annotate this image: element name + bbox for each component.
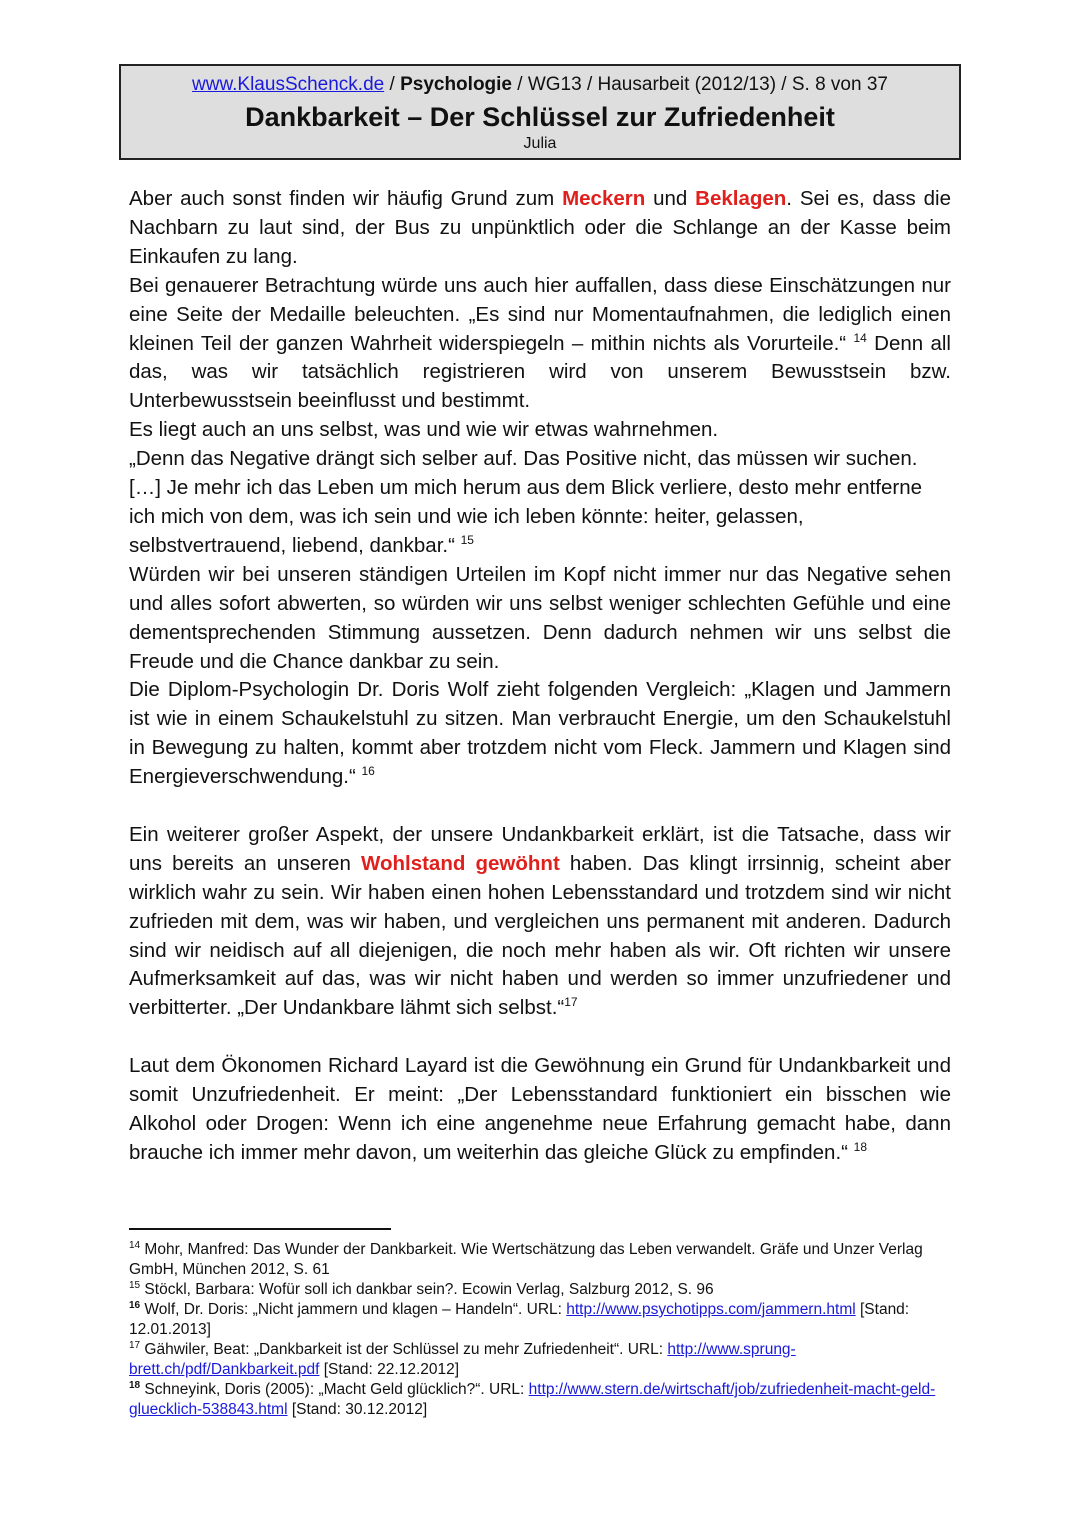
footnote-number: 17 bbox=[129, 1339, 141, 1351]
footnotes bbox=[129, 1240, 959, 1420]
paragraph-8 bbox=[129, 1052, 951, 1168]
footnote-text: Schneyink, Doris (2005): „Macht Geld glücklich?“. URL: bbox=[140, 1381, 529, 1398]
page-title: Dankbarkeit – Der Schlüssel zur Zufriedenheit bbox=[245, 102, 835, 132]
footnote-number: 15 bbox=[129, 1279, 141, 1291]
main-text bbox=[129, 185, 951, 1168]
footnote-ref-17: 17 bbox=[564, 995, 578, 1010]
footnote-14 bbox=[129, 1240, 959, 1280]
footnote-date: [Stand: 12.01.2013] bbox=[129, 1301, 910, 1338]
footnote-16 bbox=[129, 1300, 959, 1340]
footnote-date: [Stand: 30.12.2012] bbox=[287, 1401, 428, 1418]
footnote-number: 18 bbox=[129, 1379, 141, 1391]
text-run: . Sei es, dass die Nachbarn zu laut sind, der Bus zu unpünktlich oder die Schlange an der Kasse beim Einkaufen zu lang. bbox=[129, 187, 951, 268]
footnote-ref-14: 14 bbox=[853, 330, 867, 345]
footnote-17 bbox=[129, 1340, 959, 1380]
footnote-separator bbox=[129, 1228, 391, 1230]
footnote-text: Stöckl, Barbara: Wofür soll ich dankbar sein?. Ecowin Verlag, Salzburg 2012, S. 96 bbox=[140, 1281, 714, 1298]
paragraph-5: Würden wir bei unseren ständigen Urteilen im Kopf nicht immer nur das Negative sehen und alles sofort abwerten, so würden wir uns selbst weniger schlechten Gefühle und eine dementsprechenden Stimmung aussetzen. Denn dadurch nehmen wir uns selbst die Freude und die Chance dankbar zu sein. bbox=[129, 562, 951, 673]
footnote-ref-16: 16 bbox=[361, 764, 375, 779]
footnote-link[interactable]: http://www.stern.de/wirtschaft/job/zufriedenheit-macht-geld-gluecklich-538843.html bbox=[129, 1381, 936, 1418]
header-separator: / bbox=[384, 74, 401, 95]
text-run: Ein weiterer großer Aspekt, der unsere Undankbarkeit erklärt, ist die Tatsache, dass wir uns bereits an unseren bbox=[129, 822, 951, 875]
site-link[interactable]: www.KlausSchenck.de bbox=[192, 74, 385, 95]
text-run: Aber auch sonst finden wir häufig Grund zum bbox=[129, 187, 563, 210]
paragraph-2 bbox=[129, 272, 951, 417]
paragraph-gap bbox=[129, 792, 951, 821]
footnote-text: Mohr, Manfred: Das Wunder der Dankbarkeit. Wie Wertschätzung das Leben verwandelt. Gräfe und Unzer Verlag GmbH, München 2012, S. 61 bbox=[129, 1241, 923, 1278]
paragraph-gap bbox=[129, 1023, 951, 1052]
highlight-meckern: Meckern bbox=[562, 187, 646, 210]
footnote-text: Gähwiler, Beat: „Dankbarkeit ist der Schlüssel zu mehr Zufriedenheit“. URL: bbox=[140, 1341, 668, 1358]
text-run: Laut dem Ökonomen Richard Layard ist die Gewöhnung ein Grund für Undankbarkeit und somit Unzufriedenheit. Er meint: „Der Lebensstandard funktioniert ein bisschen wie Alkohol oder Drogen: Wenn ich eine angenehme neue Erfahrung gemacht habe, dann brauche ich immer mehr davon, um weiterhin das gleiche Glück zu empfinden.“ bbox=[129, 1054, 951, 1164]
header-breadcrumb bbox=[121, 72, 959, 98]
footnote-ref-15: 15 bbox=[460, 533, 474, 548]
paragraph-7 bbox=[129, 821, 951, 1023]
text-run: „Denn das Negative drängt sich selber auf. Das Positive nicht, das müssen wir suchen. […] Je mehr ich das Leben um mich herum aus dem Blick verliere, desto mehr entferne ich mich von dem, was ich sein und wie ich leben könnte: heiter, gelassen, selbstvertrauend, liebend, dankbar.“ bbox=[129, 447, 923, 557]
highlight-wohlstand: Wohlstand gewöhnt bbox=[360, 851, 560, 875]
highlight-beklagen: Beklagen bbox=[695, 187, 787, 210]
footnote-ref-18: 18 bbox=[853, 1140, 868, 1155]
text-run: Denn all das, was wir tatsächlich registrieren wird von unserem Bewusstsein bzw. Unterbewusstsein beeinflusst und bestimmt. bbox=[129, 331, 951, 413]
footnote-15 bbox=[129, 1280, 959, 1300]
paragraph-1 bbox=[129, 185, 951, 272]
footnote-date: [Stand: 22.12.2012] bbox=[319, 1361, 460, 1378]
header-subject: Psychologie bbox=[400, 74, 512, 95]
text-run: und bbox=[645, 187, 696, 210]
footnote-text: Wolf, Dr. Doris: „Nicht jammern und klagen – Handeln“. URL: bbox=[140, 1301, 567, 1318]
text-run: Bei genauerer Betrachtung würde uns auch hier auffallen, dass diese Einschätzungen nur eine Seite der Medaille beleuchten. „Es sind nur Momentaufnahmen, die lediglich einen kleinen Teil der ganzen Wahrheit widerspiegeln – mithin nichts als Vorurteile.“ bbox=[129, 273, 951, 355]
paragraph-4 bbox=[129, 445, 951, 561]
footnote-18 bbox=[129, 1380, 959, 1420]
paragraph-6 bbox=[129, 676, 951, 792]
paragraph-3: Es liegt auch an uns selbst, was und wie wir etwas wahrnehmen. bbox=[129, 418, 719, 442]
header-details: / WG13 / Hausarbeit (2012/13) / S. 8 von 37 bbox=[512, 74, 888, 95]
text-run: haben. Das klingt irrsinnig, scheint aber wirklich wahr zu sein. Wir haben einen hohen Lebensstandard und trotzdem sind wir nicht zufrieden mit dem, was wir haben, und vergleichen uns permanent mit anderen. Dadurch sind wir neidisch auf all diejenigen, die noch mehr haben als wir. Oft richten wir unsere Aufmerksamkeit auf das, was wir nicht haben und werden so immer unzufriedener und verbitterter. „Der Undankbare lähmt sich selbst.“ bbox=[129, 851, 952, 1020]
footnote-number: 14 bbox=[129, 1239, 141, 1251]
footnote-number: 16 bbox=[129, 1299, 141, 1311]
page-header bbox=[119, 64, 961, 160]
text-run: Die Diplom-Psychologin Dr. Doris Wolf zieht folgenden Vergleich: „Klagen und Jammern ist wie in einem Schaukelstuhl zu sitzen. Man verbraucht Energie, um den Schaukelstuhl in Bewegung zu halten, kommt aber trotzdem nicht vom Fleck. Jammern und Klagen sind Energieverschwendung.“ bbox=[129, 678, 951, 789]
footnote-link[interactable]: http://www.sprung-brett.ch/pdf/Dankbarkeit.pdf bbox=[129, 1341, 796, 1378]
author-name: Julia bbox=[523, 135, 557, 152]
footnote-link[interactable]: http://www.psychotipps.com/jammern.html bbox=[566, 1301, 856, 1318]
